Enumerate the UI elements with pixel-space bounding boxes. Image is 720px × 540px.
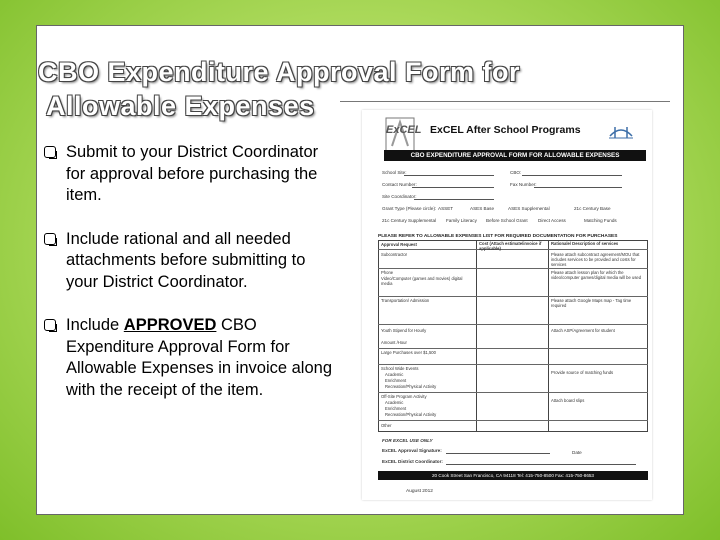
field-school-site: School Site: bbox=[382, 170, 407, 175]
field-line bbox=[534, 187, 622, 188]
title-rule bbox=[340, 101, 670, 102]
signature-line bbox=[446, 464, 636, 465]
field-line bbox=[404, 175, 494, 176]
table-row: Phone bbox=[381, 270, 394, 275]
field-line bbox=[522, 175, 622, 176]
table-row: Amount /Hour bbox=[381, 340, 407, 345]
signature-line bbox=[446, 453, 550, 454]
table-rule bbox=[378, 364, 648, 365]
logo-text: ExCEL bbox=[386, 124, 422, 136]
bullet-text: Include rational and all needed attachments before submitting to your District Coordinator. bbox=[66, 229, 306, 291]
program-title: ExCEL After School Programs bbox=[430, 124, 581, 136]
table-rule bbox=[378, 348, 648, 349]
checkbox-bullet-icon bbox=[44, 233, 56, 245]
table-header: Cost (Attach estimate/invoice if applicable) bbox=[479, 241, 542, 251]
table-row: Subcontractor bbox=[381, 252, 408, 257]
table-rule bbox=[378, 296, 648, 297]
checklist-item: Recreation/Physical Activity bbox=[385, 412, 437, 417]
table-row-rationale: Attach ASP/Agreement for student bbox=[551, 328, 615, 333]
bullet-text-pre: Include bbox=[66, 316, 124, 334]
grant-option: Before School Grant bbox=[486, 218, 528, 223]
table-row: Transportation/ Admission bbox=[381, 298, 430, 303]
title-line-1: CBO Expenditure Approval Form for bbox=[38, 57, 521, 87]
grant-option: Family Literacy bbox=[446, 218, 477, 223]
checklist-item: Enrichment bbox=[385, 406, 407, 411]
table-row-rationale: Please attach subcontract agreement/MOU that includes services to be provided and costs for services bbox=[551, 252, 640, 267]
table-row-rationale: Provide source of matching funds bbox=[551, 370, 614, 375]
table-row: Off-Site Program Activity bbox=[381, 394, 427, 399]
table-divider bbox=[476, 240, 477, 432]
bullet-text: Submit to your District Coordinator for approval before purchasing the item. bbox=[66, 143, 319, 204]
checkbox-bullet-icon bbox=[44, 319, 56, 331]
form-footer-bar: 20 Cook Street San Francisco, CA 94118 Tel: 415-750-8500 Fax: 415-750-8653 bbox=[378, 471, 648, 480]
field-contact-number: Contact Number: bbox=[382, 182, 417, 187]
refer-note: PLEASE REFER TO ALLOWABLE EXPENSES LIST FOR REQUIRED DOCUMENTATION FOR PURCHASES bbox=[378, 234, 618, 239]
table-rule bbox=[378, 392, 648, 393]
table-row: Youth Stipend for Hourly bbox=[381, 328, 427, 333]
field-cbo: CBO: bbox=[510, 170, 522, 175]
grant-option: Direct Access bbox=[538, 218, 566, 223]
table-divider bbox=[548, 240, 549, 432]
grant-option: ASES Supplemental bbox=[508, 206, 550, 211]
bridge-logo-icon bbox=[608, 120, 634, 144]
table-row-rationale: Please attach Google Maps map - Tag time required bbox=[551, 298, 632, 308]
table-row: Large Purchases over $1,500 bbox=[381, 350, 436, 355]
checklist-item: Enrichment bbox=[385, 378, 407, 383]
field-site-coordinator: Site Coordinator: bbox=[382, 194, 417, 199]
bullet-item bbox=[44, 315, 334, 401]
bullet-item bbox=[44, 142, 334, 207]
excel-use-only: FOR EXCEL USE ONLY bbox=[382, 438, 433, 443]
bullet-item bbox=[44, 229, 334, 294]
field-line bbox=[412, 187, 494, 188]
date-label: Date bbox=[572, 450, 582, 455]
table-rule bbox=[378, 324, 648, 325]
district-coordinator-label: ExCEL District Coordinator: bbox=[382, 459, 443, 464]
table-row: Other bbox=[381, 423, 392, 428]
expenditure-form-image bbox=[362, 110, 652, 500]
grant-option: ASSET bbox=[438, 206, 454, 211]
grant-option: ASES Base bbox=[470, 206, 495, 211]
field-line bbox=[414, 199, 494, 200]
bullet-list bbox=[44, 142, 334, 423]
grant-option: 21c Century Base bbox=[574, 206, 611, 211]
checklist-item: Academic bbox=[385, 372, 404, 377]
grant-option: 21c Century Supplemental bbox=[382, 218, 437, 223]
field-grant-type: Grant Type (Please circle): bbox=[382, 206, 437, 211]
field-fax-number: Fax Number: bbox=[510, 182, 537, 187]
checkbox-bullet-icon bbox=[44, 146, 56, 158]
table-rule bbox=[378, 420, 648, 421]
bullet-text-post: CBO Expenditure Approval Form for Allowable Expenses in invoice along with the receipt of the item. bbox=[66, 316, 332, 399]
grant-option: Matching Funds bbox=[584, 218, 617, 223]
table-row-rationale: Attach board slips bbox=[551, 398, 585, 403]
checklist-item: Academic bbox=[385, 400, 404, 405]
approved-emphasis: APPROVED bbox=[123, 316, 217, 334]
table-row-rationale: Please attach lesson plan for which the video/computer games/digital media will be used bbox=[551, 270, 642, 280]
table-header: Approval Request bbox=[381, 242, 417, 247]
table-rule bbox=[378, 268, 648, 269]
approval-signature-label: ExCEL Approval Signature: bbox=[382, 448, 442, 453]
approval-table bbox=[378, 240, 648, 432]
form-date: August 2012 bbox=[406, 489, 433, 494]
table-header: Rationale/ Description of services bbox=[551, 241, 619, 246]
table-row: School Wide Events bbox=[381, 366, 419, 371]
table-row: Video/Computer (games and movies) digital media bbox=[381, 276, 463, 286]
checklist-item: Recreation/Physical Activity bbox=[385, 384, 437, 389]
title-line-2: Allowable Expenses bbox=[46, 91, 315, 121]
form-header-bar: CBO EXPENDITURE APPROVAL FORM FOR ALLOWABLE EXPENSES bbox=[384, 150, 646, 161]
